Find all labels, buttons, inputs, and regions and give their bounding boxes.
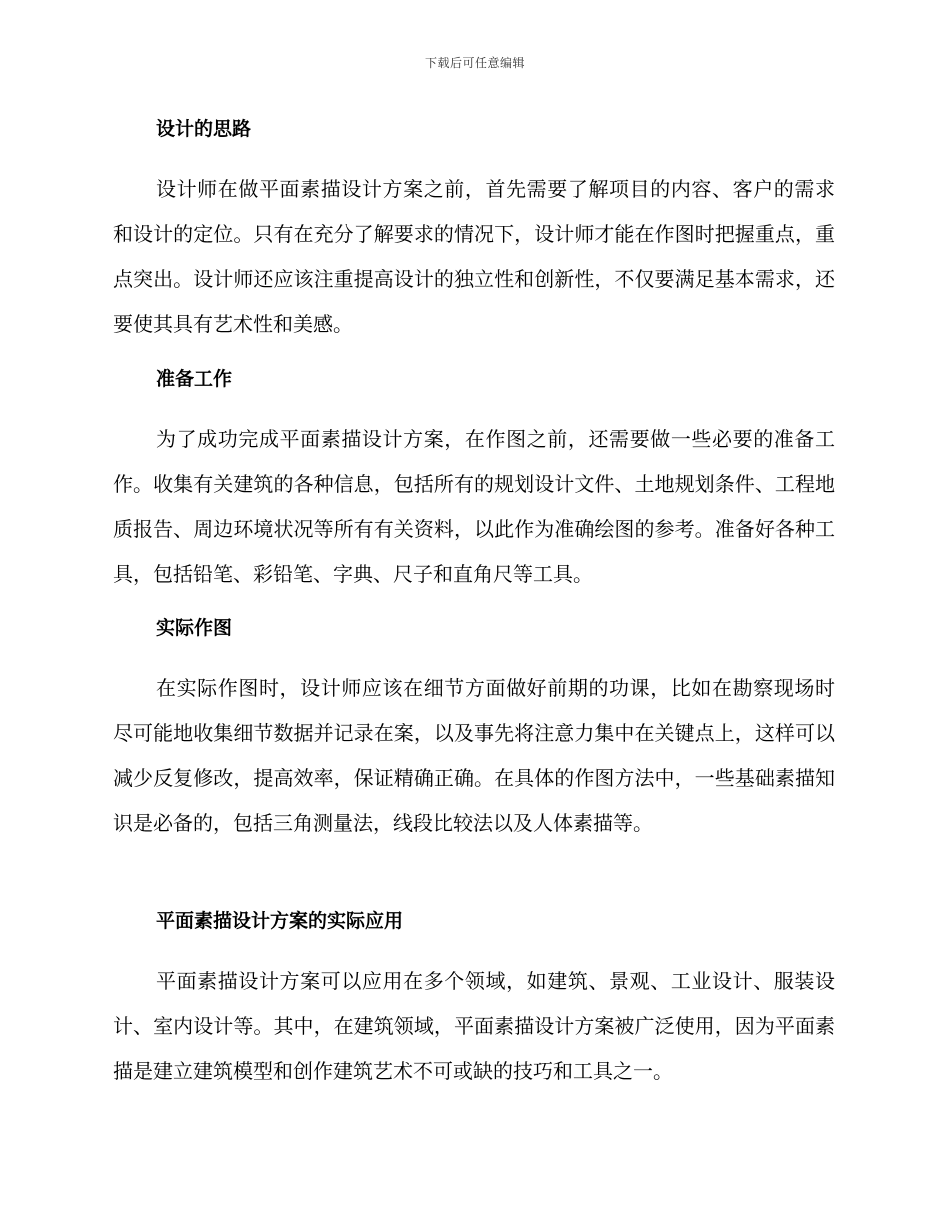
section-paragraph: 设计师在做平面素描设计方案之前，首先需要了解项目的内容、客户的需求和设计的定位。只有在充分了解要求的情况下，设计师才能在作图时把握重点，重点突出。设计师还应该注重提高设计的独立性和创新性，不仅要满足基本需求，还要使其具有艺术性和美感。: [113, 177, 835, 336]
section-actual-drawing: [113, 612, 835, 846]
section-heading: 平面素描设计方案的实际应用: [156, 910, 404, 932]
section-heading: 实际作图: [156, 617, 233, 639]
section-preparation: [113, 363, 835, 597]
section-heading: 准备工作: [156, 368, 233, 390]
section-application: [113, 905, 835, 1094]
section-paragraph: 平面素描设计方案可以应用在多个领域，如建筑、景观、工业设计、服装设计、室内设计等。其中，在建筑领域，平面素描设计方案被广泛使用，因为平面素描是建立建筑模型和创作建筑艺术不可或缺的技巧和工具之一。: [113, 969, 835, 1083]
section-paragraph: 在实际作图时，设计师应该在细节方面做好前期的功课，比如在勘察现场时尽可能地收集细节数据并记录在案，以及事先将注意力集中在关键点上，这样可以减少反复修改，提高效率，保证精确正确。在具体的作图方法中，一些基础素描知识是必备的，包括三角测量法，线段比较法以及人体素描等。: [113, 676, 835, 835]
section-paragraph: 为了成功完成平面素描设计方案，在作图之前，还需要做一些必要的准备工作。收集有关建筑的各种信息，包括所有的规划设计文件、土地规划条件、工程地质报告、周边环境状况等所有有关资料，以此作为准确绘图的参考。准备好各种工具，包括铅笔、彩铅笔、字典、尺子和直角尺等工具。: [113, 427, 835, 586]
section-heading: 设计的思路: [156, 118, 252, 140]
page-header: 下载后可任意编辑: [424, 56, 525, 70]
section-design-approach: [113, 113, 835, 347]
